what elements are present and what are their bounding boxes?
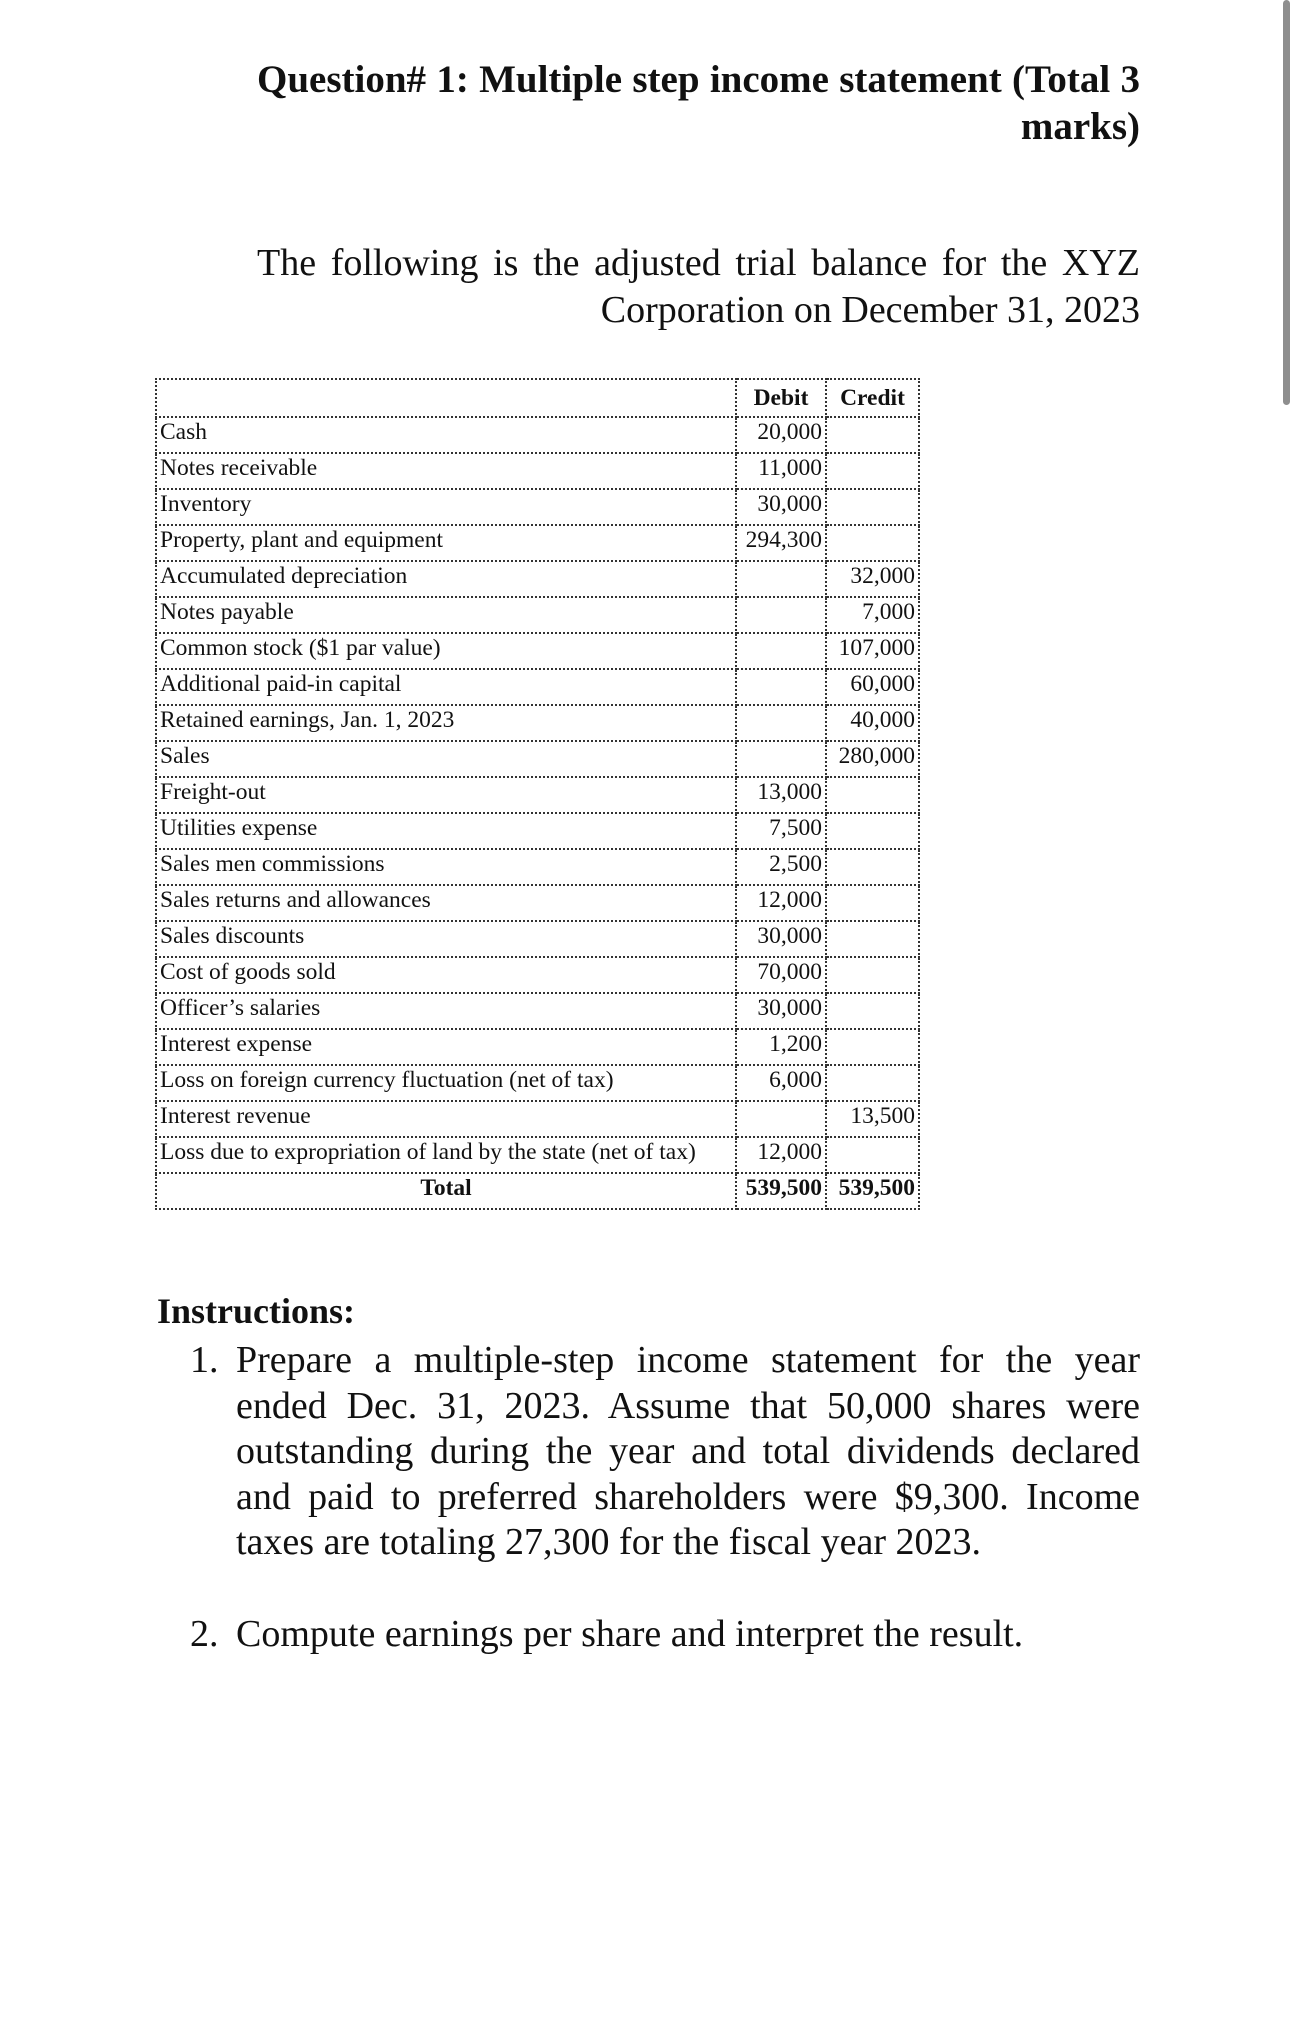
credit-cell [826,1065,919,1101]
total-row [156,1173,919,1209]
credit-cell [826,957,919,993]
account-cell: Sales men commissions [156,849,736,885]
table-row [156,777,919,813]
header-debit: Debit [736,379,826,417]
instruction-text: Prepare a multiple-step income statement for the year ended Dec. 31, 2023. Assume that 50,000 shares were outstanding during the year and total dividends declared and paid to preferred shareholders were $9,300. Income taxes are totaling 27,300 for the fiscal year 2023. [236,1339,1140,1563]
account-cell: Inventory [156,489,736,525]
table-row [156,993,919,1029]
account-cell: Loss due to expropriation of land by the state (net of tax) [156,1137,736,1173]
credit-cell [826,417,919,453]
account-cell: Property, plant and equipment [156,525,736,561]
account-cell: Notes receivable [156,453,736,489]
debit-cell [736,741,826,777]
instruction-number: 2. [190,1612,219,1655]
credit-cell [826,885,919,921]
table-row [156,885,919,921]
debit-cell [736,561,826,597]
table-row [156,597,919,633]
instructions-list [190,1338,1140,1657]
table-row [156,849,919,885]
account-cell: Sales returns and allowances [156,885,736,921]
credit-cell [826,993,919,1029]
instructions-heading: Instructions: [157,1291,356,1331]
debit-cell: 12,000 [736,885,826,921]
credit-cell: 40,000 [826,705,919,741]
intro-text: The following is the adjusted trial balance for the XYZ Corporation on December 31, 2023 [257,242,1140,331]
account-cell: Accumulated depreciation [156,561,736,597]
credit-cell [826,453,919,489]
instruction-item [190,1338,1140,1566]
credit-cell [826,1029,919,1065]
header-account [156,379,736,417]
instruction-text: Compute earnings per share and interpret the result. [236,1612,1024,1655]
account-cell: Common stock ($1 par value) [156,633,736,669]
table-row [156,417,919,453]
account-cell: Notes payable [156,597,736,633]
debit-cell: 30,000 [736,489,826,525]
account-cell: Loss on foreign currency fluctuation (net of tax) [156,1065,736,1101]
credit-cell [826,525,919,561]
account-cell: Utilities expense [156,813,736,849]
debit-cell: 294,300 [736,525,826,561]
debit-cell [736,705,826,741]
credit-cell [826,489,919,525]
credit-cell [826,777,919,813]
credit-cell: 7,000 [826,597,919,633]
account-cell: Freight-out [156,777,736,813]
credit-cell: 32,000 [826,561,919,597]
debit-cell [736,1101,826,1137]
table-row [156,1029,919,1065]
instruction-item [190,1612,1140,1658]
debit-cell: 30,000 [736,993,826,1029]
debit-cell [736,597,826,633]
table-row [156,489,919,525]
table-row [156,957,919,993]
account-cell: Interest expense [156,1029,736,1065]
credit-cell: 60,000 [826,669,919,705]
debit-cell: 2,500 [736,849,826,885]
debit-cell [736,669,826,705]
table-row [156,813,919,849]
table-row [156,525,919,561]
header-credit: Credit [826,379,919,417]
credit-cell: 280,000 [826,741,919,777]
debit-cell: 20,000 [736,417,826,453]
trial-balance-table [155,378,920,1210]
account-cell: Retained earnings, Jan. 1, 2023 [156,705,736,741]
table-row [156,633,919,669]
account-cell: Sales [156,741,736,777]
account-cell: Cash [156,417,736,453]
debit-cell: 70,000 [736,957,826,993]
debit-cell: 7,500 [736,813,826,849]
account-cell: Additional paid-in capital [156,669,736,705]
debit-cell: 11,000 [736,453,826,489]
credit-cell [826,813,919,849]
scrollbar[interactable] [1283,0,1290,405]
debit-cell: 12,000 [736,1137,826,1173]
total-debit: 539,500 [736,1173,826,1209]
table-row [156,741,919,777]
debit-cell: 1,200 [736,1029,826,1065]
debit-cell: 30,000 [736,921,826,957]
total-label: Total [156,1173,736,1209]
table-row [156,1101,919,1137]
credit-cell: 107,000 [826,633,919,669]
credit-cell: 13,500 [826,1101,919,1137]
account-cell: Officer’s salaries [156,993,736,1029]
table-row [156,1065,919,1101]
debit-cell: 13,000 [736,777,826,813]
account-cell: Cost of goods sold [156,957,736,993]
question-title: Question# 1: Multiple step income statement (Total 3 marks) [257,58,1140,148]
account-cell: Interest revenue [156,1101,736,1137]
credit-cell [826,1137,919,1173]
table-header-row [156,379,919,417]
debit-cell: 6,000 [736,1065,826,1101]
table-row [156,453,919,489]
table-row [156,561,919,597]
credit-cell [826,849,919,885]
total-credit: 539,500 [826,1173,919,1209]
credit-cell [826,921,919,957]
debit-cell [736,633,826,669]
instruction-number: 1. [190,1339,219,1381]
account-cell: Sales discounts [156,921,736,957]
table-row [156,669,919,705]
table-row [156,921,919,957]
table-row [156,1137,919,1173]
table-row [156,705,919,741]
